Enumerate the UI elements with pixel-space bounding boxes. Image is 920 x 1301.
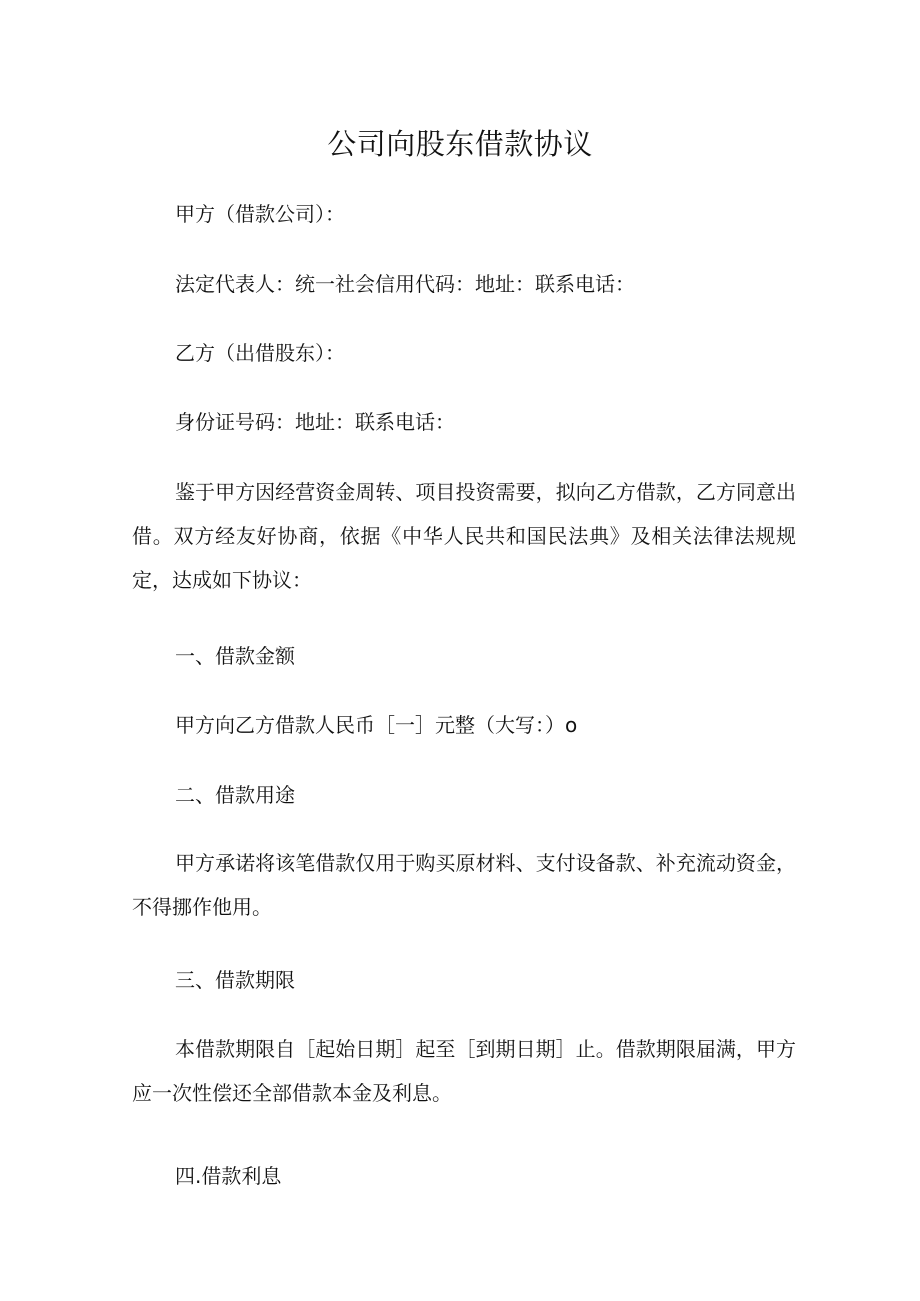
- party-a-label: 甲方（借款公司）：: [175, 202, 345, 226]
- section-3-heading: 三、借款期限: [175, 968, 295, 992]
- party-a-details: 法定代表人：统一社会信用代码：地址：联系电话：: [175, 272, 635, 296]
- preamble-paragraph: 鉴于甲方因经营资金周转、项目投资需要，拟向乙方借款，乙方同意出借。双方经友好协商，依据《中华人民共和国民法典》及相关法律法规规定，达成如下协议：: [132, 480, 796, 592]
- party-b-details: 身份证号码：地址：联系电话：: [175, 410, 455, 434]
- section-2-body: 甲方承诺将该笔借款仅用于购买原材料、支付设备款、补充流动资金，不得挪作他用。: [132, 851, 796, 919]
- party-b-label: 乙方（出借股东）：: [175, 341, 345, 365]
- section-1-heading: 一、借款金额: [175, 644, 295, 668]
- section-4-heading: 四.借款利息: [175, 1164, 282, 1188]
- section-1-body: 甲方向乙方借款人民币［一］元整（大写：）o: [175, 713, 578, 737]
- section-2-heading: 二、借款用途: [175, 783, 295, 807]
- section-3-body: 本借款期限自［起始日期］起至［到期日期］止。借款期限届满，甲方应一次性偿还全部借款本金及利息。: [132, 1037, 796, 1105]
- document-title: 公司向股东借款协议: [327, 127, 593, 161]
